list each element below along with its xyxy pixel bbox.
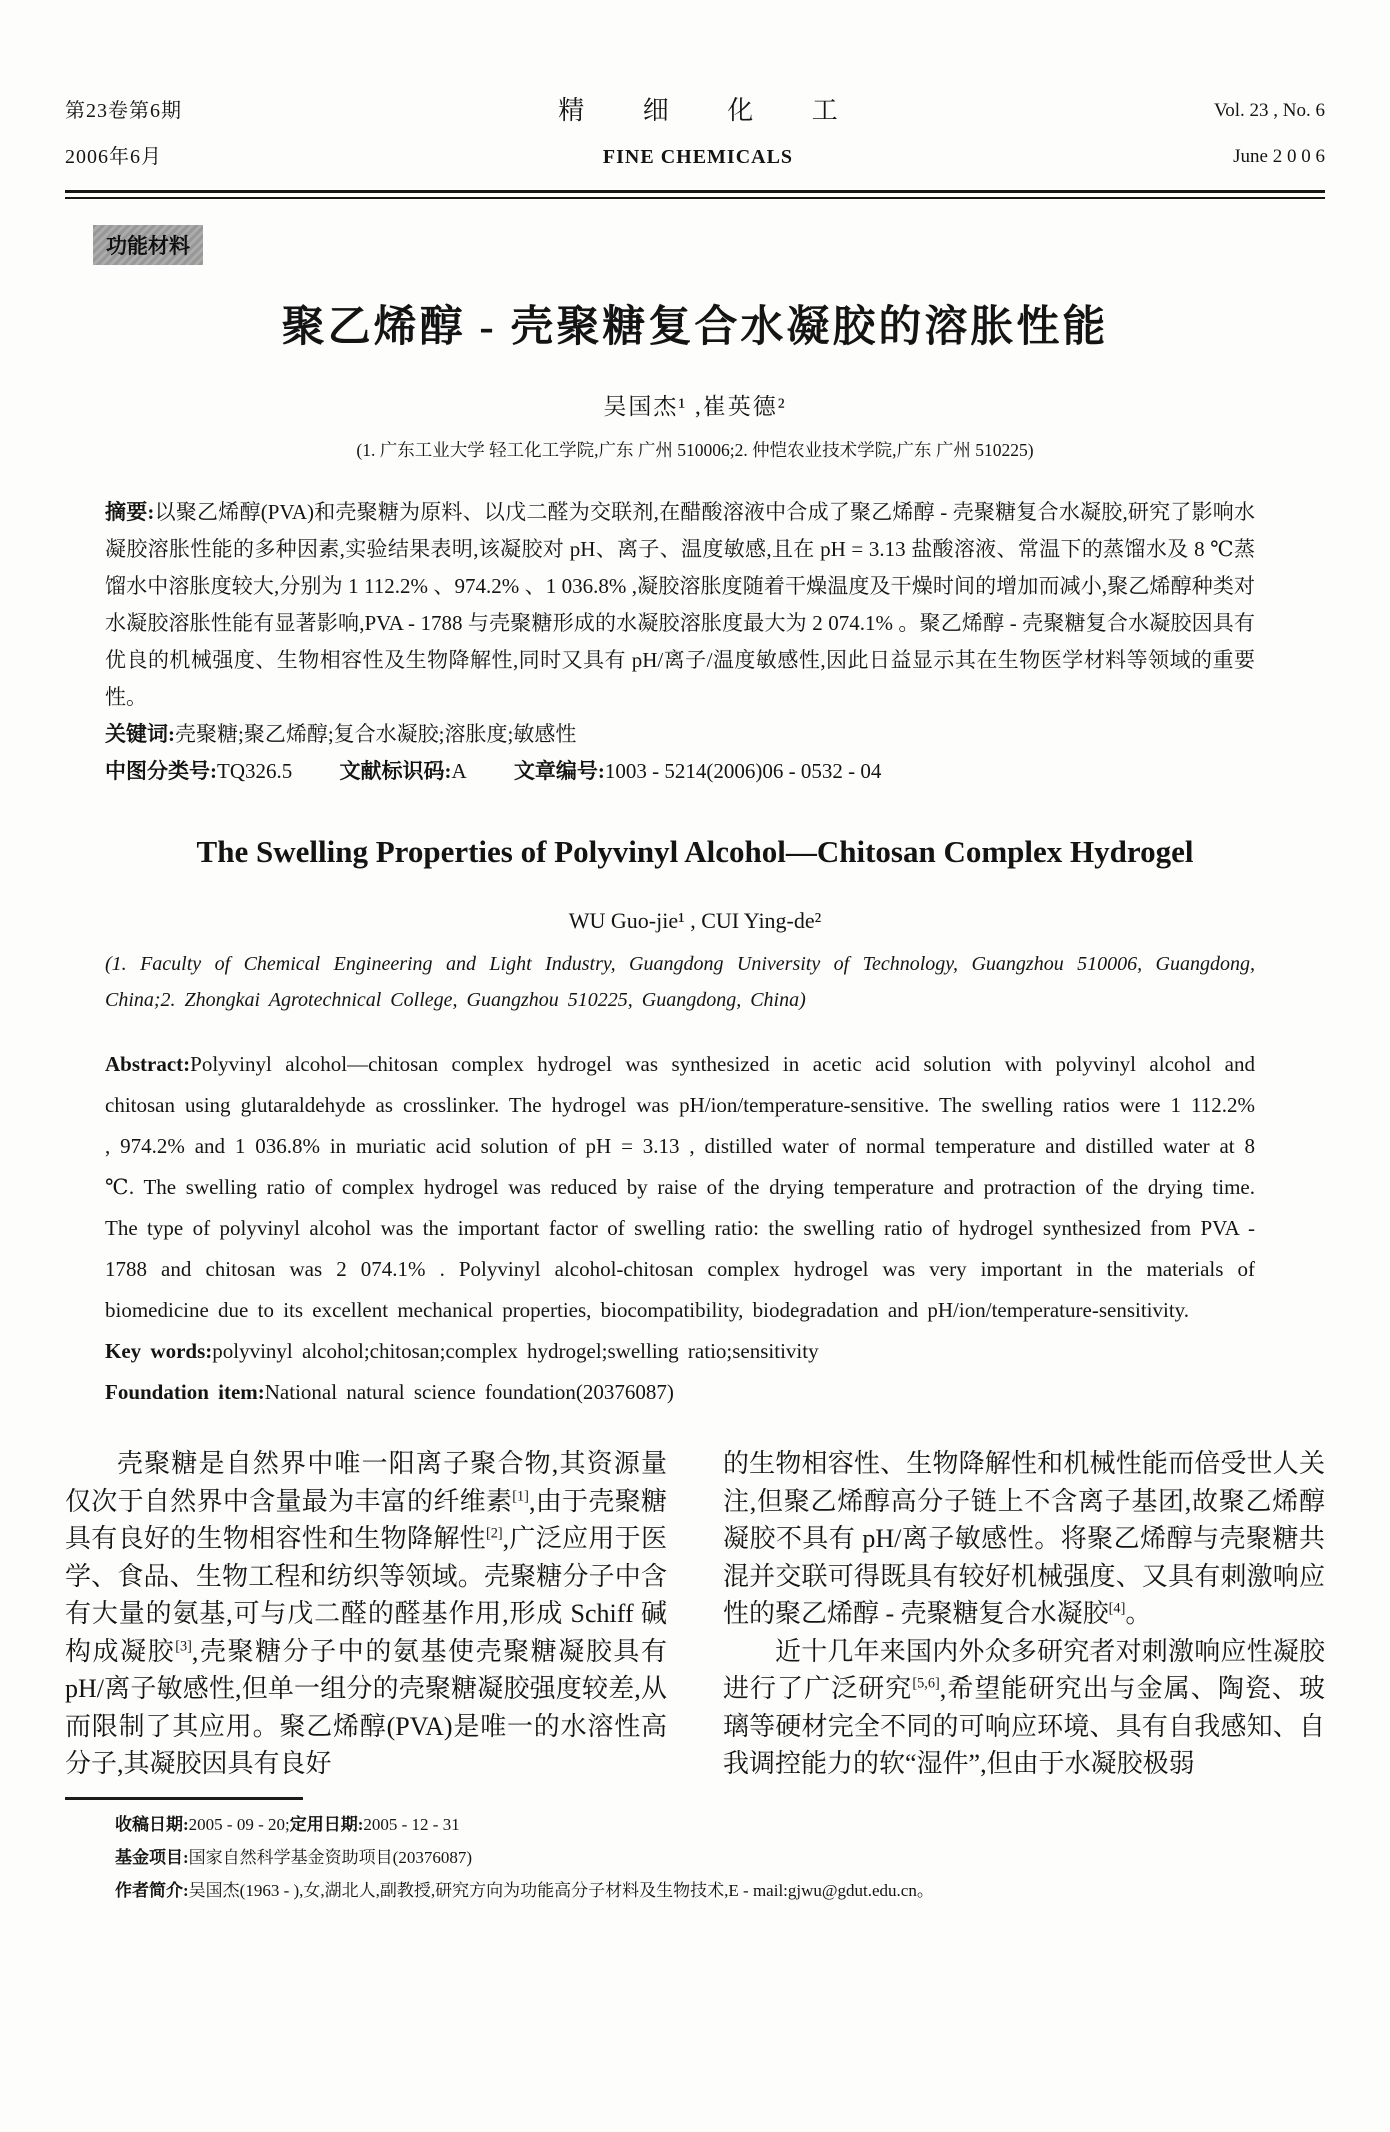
keywords-cn-label: 关键词:	[105, 722, 175, 746]
keywords-cn-text: 壳聚糖;聚乙烯醇;复合水凝胶;溶胀度;敏感性	[175, 722, 577, 746]
abstract-en-text: Polyvinyl alcohol—chitosan complex hydrogel was synthesized in acetic acid solution with polyvinyl alcohol and chitosan using glutaraldehyde as crosslinker. The hydrogel was pH/ion/temperature-sensitive. The swelling ratios were 1 112.2% , 974.2% and 1 036.8% in muriatic acid solution of pH = 3.13 , distilled water of normal temperature and distilled water at 8 ℃. The swelling ratio of complex hydrogel was reduced by raise of the drying temperature and protraction of the drying time. The type of polyvinyl alcohol was the important factor of swelling ratio: the swelling ratio of hydrogel synthesized from PVA - 1788 and chitosan was 2 074.1% . Polyvinyl alcohol-chitosan complex hydrogel was very important in the materials of biomedicine due to its excellent mechanical properties, biocompatibility, biodegradation and pH/ion/temperature-sensitivity.	[105, 1052, 1255, 1322]
journal-title-block	[532, 88, 864, 180]
footnote-rule	[65, 1797, 303, 1800]
body-text: ,希望能研究出与金属、陶瓷、玻璃等硬材完全不同的可响应环境、具有自我感知、自我调控能力的软“湿件”,但由于水凝胶极弱	[723, 1674, 1325, 1778]
reference-superscript: [1]	[512, 1487, 529, 1504]
foundation-item	[105, 1372, 1255, 1413]
journal-header	[65, 88, 1325, 180]
author-bio: 吴国杰(1963 - ),女,湖北人,副教授,研究方向为功能高分子材料及生物技术,E - mail:gjwu@gdut.edu.cn。	[188, 1880, 934, 1900]
article-id-group	[514, 759, 881, 783]
document-code: A	[451, 759, 467, 783]
abstract-en-label: Abstract:	[105, 1052, 191, 1076]
authors-en: WU Guo-jie¹ , CUI Ying-de²	[568, 908, 822, 933]
article-title-en: The Swelling Properties of Polyvinyl Alcohol—Chitosan Complex Hydrogel	[196, 834, 1194, 869]
clc-label: 中图分类号:	[105, 759, 217, 783]
reference-superscript: [5,6]	[912, 1675, 940, 1692]
journal-issue-date-cn: 2006年6月	[65, 146, 162, 168]
article-id-label: 文章编号:	[513, 759, 605, 783]
journal-title-cn: 精 细 化 工	[558, 96, 864, 125]
fund-project-label: 基金项目:	[115, 1847, 189, 1867]
journal-volume-block	[1214, 88, 1325, 180]
body-text: 近十几年来国内外众多研究者对刺激响应性凝胶进行了广泛研究	[723, 1636, 1325, 1703]
fund-project: 国家自然科学基金资助项目(20376087)	[188, 1847, 472, 1867]
body-column-left	[65, 1445, 667, 1783]
author-bio-label: 作者简介:	[115, 1880, 189, 1900]
document-code-group	[340, 759, 467, 783]
body-text: 的生物相容性、生物降解性和机械性能而倍受世人关注,但聚乙烯醇高分子链上不含离子基团,故聚乙烯醇凝胶不具有 pH/离子敏感性。将聚乙烯醇与壳聚糖共混并交联可得既具有较好机械强度、又具有刺激响应性的聚乙烯醇 - 壳聚糖复合水凝胶	[723, 1449, 1325, 1628]
reference-superscript: [4]	[1108, 1600, 1126, 1617]
received-date: 2005 - 09 - 20;	[188, 1814, 290, 1834]
body-columns	[65, 1445, 1325, 1783]
body-text: 。	[1125, 1599, 1152, 1628]
footnotes	[65, 1808, 1325, 1907]
keywords-cn	[105, 716, 1255, 753]
article-title-cn: 聚乙烯醇 - 壳聚糖复合水凝胶的溶胀性能	[281, 304, 1109, 351]
reference-superscript: [3]	[175, 1637, 192, 1654]
body-text: ,壳聚糖分子中的氨基使壳聚糖凝胶具有 pH/离子敏感性,但单一组分的壳聚糖凝胶强度较差,从而限制了其应用。聚乙烯醇(PVA)是唯一的水溶性高分子,其凝胶因具有良好	[65, 1636, 667, 1778]
header-divider-rule	[65, 190, 1325, 199]
journal-volume-issue: 第23卷第6期	[65, 100, 182, 122]
journal-volume-en: Vol. 23 , No. 6	[1213, 100, 1325, 121]
accepted-date: 2005 - 12 - 31	[363, 1814, 460, 1834]
authors-cn: 吴国杰¹ ,崔英德²	[603, 394, 787, 419]
body-text: ,广泛应用于医学、食品、生物工程和纺织等领域。壳聚糖分子中含有大量的氨基,可与戊二醛的醛基作用,形成 Schiff 碱构成凝胶	[65, 1524, 667, 1666]
author-bio-line	[115, 1874, 1325, 1907]
body-column-right	[723, 1445, 1325, 1783]
article-meta-line	[105, 753, 1255, 790]
abstract-en	[105, 1044, 1255, 1331]
body-paragraph-1-continued	[723, 1445, 1325, 1633]
abstract-block-en	[105, 1044, 1255, 1413]
keywords-en-text: polyvinyl alcohol;chitosan;complex hydrogel;swelling ratio;sensitivity	[212, 1339, 819, 1363]
article-id: 1003 - 5214(2006)06 - 0532 - 04	[604, 759, 882, 783]
keywords-en	[105, 1331, 1255, 1372]
fund-project-line	[115, 1841, 1325, 1874]
received-date-line	[115, 1808, 1325, 1841]
abstract-cn	[105, 494, 1255, 716]
body-text: 壳聚糖是自然界中唯一阳离子聚合物,其资源量仅次于自然界中含量最为丰富的纤维素	[65, 1449, 667, 1516]
keywords-en-label: Key words:	[105, 1339, 213, 1363]
clc-number: TQ326.5	[217, 759, 293, 783]
foundation-item-text: National natural science foundation(20376087)	[264, 1380, 674, 1404]
journal-date-en: June 2 0 0 6	[1233, 146, 1325, 167]
accepted-date-label: 定用日期:	[289, 1814, 364, 1834]
abstract-cn-text: 以聚乙烯醇(PVA)和壳聚糖为原料、以戊二醛为交联剂,在醋酸溶液中合成了聚乙烯醇 - 壳聚糖复合水凝胶,研究了影响水凝胶溶胀性能的多种因素,实验结果表明,该凝胶对 pH、离子、温度敏感,且在 pH = 3.13 盐酸溶液、常温下的蒸馏水及 8 ℃蒸馏水中溶胀度较大,分别为 1 112.2% 、974.2% 、1 036.8% ,凝胶溶胀度随着干燥温度及干燥时间的增加而减小,聚乙烯醇种类对水凝胶溶胀性能有显著影响,PVA - 1788 与壳聚糖形成的水凝胶溶胀度最大为 2 074.1% 。聚乙烯醇 - 壳聚糖复合水凝胶因具有优良的机械强度、生物相容性及生物降解性,同时又具有 pH/离子/温度敏感性,因此日益显示其在生物医学材料等领域的重要性。	[105, 500, 1255, 709]
journal-issue-block	[65, 88, 182, 180]
affiliation-cn: (1. 广东工业大学 轻工化工学院,广东 广州 510006;2. 仲恺农业技术学院,广东 广州 510225)	[356, 440, 1034, 460]
received-date-label: 收稿日期:	[115, 1814, 189, 1834]
document-code-label: 文献标识码:	[339, 759, 452, 783]
body-text: ,由于壳聚糖具有良好的生物相容性和生物降解性	[65, 1486, 667, 1553]
clc-number-group	[105, 759, 292, 783]
category-badge: 功能材料	[93, 225, 203, 265]
body-paragraph-2	[723, 1633, 1325, 1783]
journal-title-en: FINE CHEMICALS	[602, 146, 794, 168]
foundation-item-label: Foundation item:	[105, 1380, 265, 1404]
reference-superscript: [2]	[485, 1525, 503, 1542]
body-paragraph-1	[65, 1445, 667, 1783]
affiliation-en: (1. Faculty of Chemical Engineering and Light Industry, Guangdong University of Technology, Guangzhou 510006, Guangdong, China;2. Zhongkai Agrotechnical College, Guangzhou 510225, Guangdong, China)	[105, 953, 1255, 1011]
abstract-block-cn	[105, 494, 1255, 790]
abstract-cn-label: 摘要:	[105, 500, 155, 524]
